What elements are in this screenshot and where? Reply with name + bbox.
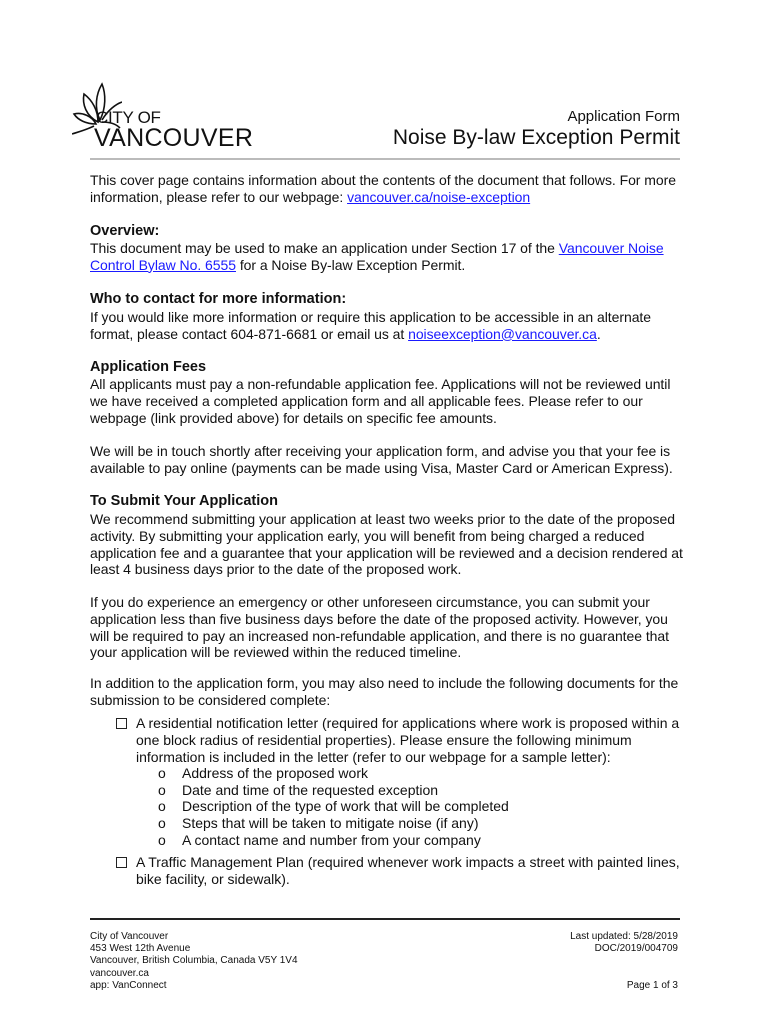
contact-text-end: . bbox=[596, 325, 601, 342]
list-item-text: A contact name and number from your company bbox=[182, 831, 481, 848]
logo-vancouver: VANCOUVER bbox=[94, 124, 254, 152]
checklist-item-traffic-plan bbox=[116, 854, 686, 888]
email-link[interactable]: noiseexception@vancouver.ca bbox=[408, 325, 597, 342]
intro-text: This cover page contains information about the contents of the document that follows. For more information, please refer to our webpage: bbox=[90, 172, 676, 205]
logo-city-of: CITY OF bbox=[96, 108, 161, 127]
footer-org: City of Vancouver bbox=[90, 931, 169, 942]
checklist-item-notification-letter bbox=[116, 715, 686, 765]
checklist-text: A Traffic Management Plan (required whenever work impacts a street with painted lines, bike facility, or sidewalk). bbox=[136, 854, 680, 887]
footer-street: 453 West 12th Avenue bbox=[90, 943, 191, 955]
form-type: Application Form bbox=[567, 108, 680, 125]
fees-paragraph-2: We will be in touch shortly after receiving your application form, and advise you that your fee is available to pay online (payments can be made using Visa, Master Card or American Express). bbox=[90, 443, 673, 476]
list-item bbox=[158, 815, 509, 832]
list-item bbox=[158, 782, 509, 799]
letter-requirements-list bbox=[158, 765, 509, 849]
list-item bbox=[158, 832, 509, 849]
list-item bbox=[158, 798, 509, 815]
checkbox-icon[interactable] bbox=[116, 718, 127, 729]
list-item-text: Date and time of the requested exception bbox=[182, 781, 439, 798]
submit-paragraph-1: We recommend submitting your application at least two weeks prior to the date of the proposed activity. By submitting your application early, you will benefit from being charged a reduced application fee and a guarantee that your application will be reviewed and a decision rendered at least 4 business days prior to the date of the proposed work. bbox=[90, 511, 683, 578]
overview-text-end: for a Noise By-law Exception Permit. bbox=[235, 256, 466, 273]
footer-meta bbox=[570, 931, 678, 955]
list-item-text: Address of the proposed work bbox=[182, 765, 368, 781]
bullet-icon: o bbox=[158, 815, 166, 832]
header-divider bbox=[90, 158, 680, 160]
footer-website: vancouver.ca bbox=[90, 967, 149, 979]
contact-heading: Who to contact for more information: bbox=[90, 291, 347, 307]
overview-heading: Overview: bbox=[90, 223, 160, 239]
checkbox-icon[interactable] bbox=[116, 857, 127, 868]
fees-paragraph-1: All applicants must pay a non-refundable application fee. Applications will not be reviewed until we have received a completed application form and all applicable fees. Please refer to our webpage (link provided above) for details on specific fee amounts. bbox=[90, 376, 671, 426]
overview-paragraph bbox=[90, 240, 685, 274]
fees-heading: Application Fees bbox=[90, 359, 207, 375]
overview-text: This document may be used to make an application under Section 17 of the bbox=[90, 240, 559, 256]
list-item bbox=[158, 765, 509, 782]
checklist-text: A residential notification letter (required for applications where work is proposed within a one block radius of residential properties). Please ensure the following minimum information is included in the letter (refer to our webpage for a sample letter): bbox=[136, 715, 680, 765]
submit-heading: To Submit Your Application bbox=[90, 493, 278, 509]
last-updated: Last updated: 5/28/2019 bbox=[570, 931, 678, 942]
bylaw-link[interactable]: Vancouver Noise Control Bylaw No. 6555 bbox=[90, 240, 664, 273]
footer-divider bbox=[90, 918, 680, 920]
webpage-link[interactable]: vancouver.ca/noise-exception bbox=[347, 188, 531, 205]
contact-text: If you would like more information or require this application to be accessible in an alternate format, please contact 604-871-6681 or email us at bbox=[90, 309, 652, 342]
document-number: DOC/2019/004709 bbox=[594, 943, 678, 955]
intro-paragraph bbox=[90, 172, 685, 206]
submit-paragraph-2: If you do experience an emergency or other unforeseen circumstance, you can submit your application less than five business days before the date of the proposed activity. However, you will be required to pay an increased non-refundable application, and there is no guarantee that your application will be reviewed within the reduced timeline. bbox=[90, 594, 669, 661]
submit-paragraph-3: In addition to the application form, you may also need to include the following documents for the submission to be considered complete: bbox=[90, 675, 679, 708]
footer-city: Vancouver, British Columbia, Canada V5Y 1V4 bbox=[90, 955, 298, 967]
list-item-text: Description of the type of work that will be completed bbox=[182, 798, 509, 815]
city-logo bbox=[72, 80, 252, 152]
bullet-icon: o bbox=[158, 781, 166, 798]
page-title: Noise By-law Exception Permit bbox=[392, 126, 680, 149]
contact-paragraph bbox=[90, 309, 685, 343]
footer-address bbox=[90, 931, 298, 992]
page-number: Page 1 of 3 bbox=[626, 980, 678, 991]
bullet-icon: o bbox=[158, 831, 166, 848]
footer-app: app: VanConnect bbox=[90, 979, 167, 991]
bullet-icon: o bbox=[158, 765, 166, 781]
bullet-icon: o bbox=[158, 798, 166, 815]
list-item-text: Steps that will be taken to mitigate noise (if any) bbox=[182, 815, 479, 832]
